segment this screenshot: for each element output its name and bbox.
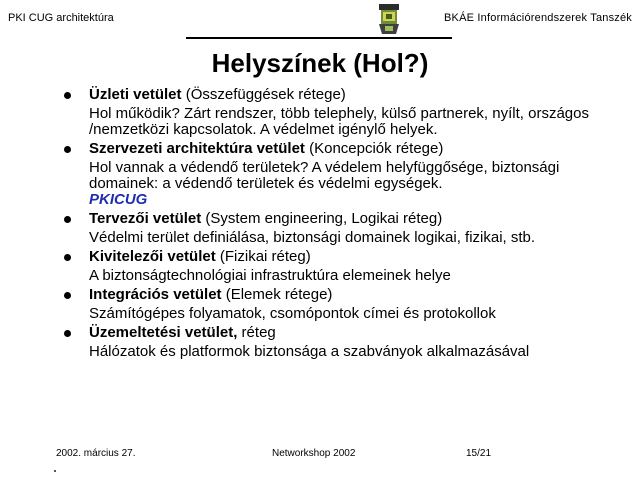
item-layer: (Elemek rétege) [221, 286, 333, 303]
bullet-icon [64, 330, 71, 337]
list-item [64, 249, 624, 284]
header-left-title: PKI CUG architektúra [8, 12, 114, 24]
header-right-department: BKÁE Információrendszerek Tanszék [444, 12, 632, 24]
item-heading-line [89, 249, 624, 265]
item-description [89, 160, 624, 208]
bullet-icon [64, 216, 71, 223]
item-layer: (Koncepciók rétege) [304, 140, 444, 157]
list-item [64, 211, 624, 246]
bullet-icon [64, 146, 71, 153]
item-heading: Integrációs vetület [89, 286, 222, 303]
item-heading-line [89, 325, 624, 341]
item-heading: Tervezői vetület [89, 210, 202, 227]
bullet-icon [64, 292, 71, 299]
pkicug-highlight: PKICUG [89, 191, 148, 208]
header-divider [186, 37, 452, 39]
item-description: Hálózatok és platformok biztonsága a szabványok alkalmazásával [89, 343, 530, 360]
item-heading: Üzemeltetési vetület, [89, 324, 238, 341]
item-description: A biztonságtechnológiai infrastruktúra elemeinek helye [89, 267, 451, 284]
bullet-icon [64, 254, 71, 261]
item-description: Védelmi terület definiálása, biztonsági domainek logikai, fizikai, stb. [89, 229, 536, 246]
list-item [64, 141, 624, 208]
footer-dot [54, 470, 56, 472]
item-layer: (Fizikai réteg) [215, 248, 311, 265]
list-item [64, 287, 624, 322]
item-description: Számítógépes folyamatok, csomópontok címei és protokollok [89, 305, 496, 322]
footer-date: 2002. március 27. [56, 448, 136, 459]
item-layer: (Összefüggések rétege) [181, 86, 346, 103]
item-heading: Szervezeti architektúra vetület [89, 140, 305, 157]
item-layer: (System engineering, Logikai réteg) [201, 210, 443, 227]
list-item [64, 325, 624, 360]
item-heading-line [89, 287, 624, 303]
institution-crest-icon [376, 2, 402, 36]
bullet-list [64, 87, 624, 363]
footer-page-number: 15/21 [466, 448, 492, 459]
item-layer: réteg [237, 324, 276, 341]
item-heading-line [89, 141, 624, 157]
item-heading-line [89, 211, 624, 227]
list-item [64, 87, 624, 138]
item-heading-line [89, 87, 624, 103]
bullet-icon [64, 92, 71, 99]
footer-event: Networkshop 2002 [272, 448, 356, 459]
item-heading: Kivitelezői vetület [89, 248, 216, 265]
slide-title: Helyszínek (Hol?) [211, 48, 429, 78]
item-heading: Üzleti vetület [89, 86, 182, 103]
item-description: Hol működik? Zárt rendszer, több telephely, külső partnerek, nyílt, országos /nemzetközi kapcsolatok. A védelmet igénylő helyek. [89, 105, 589, 138]
item-description-text: Hol vannak a védendő területek? A védelem helyfüggősége, biztonsági domainek: a védendő területek és védelmi egységek. [89, 159, 560, 192]
